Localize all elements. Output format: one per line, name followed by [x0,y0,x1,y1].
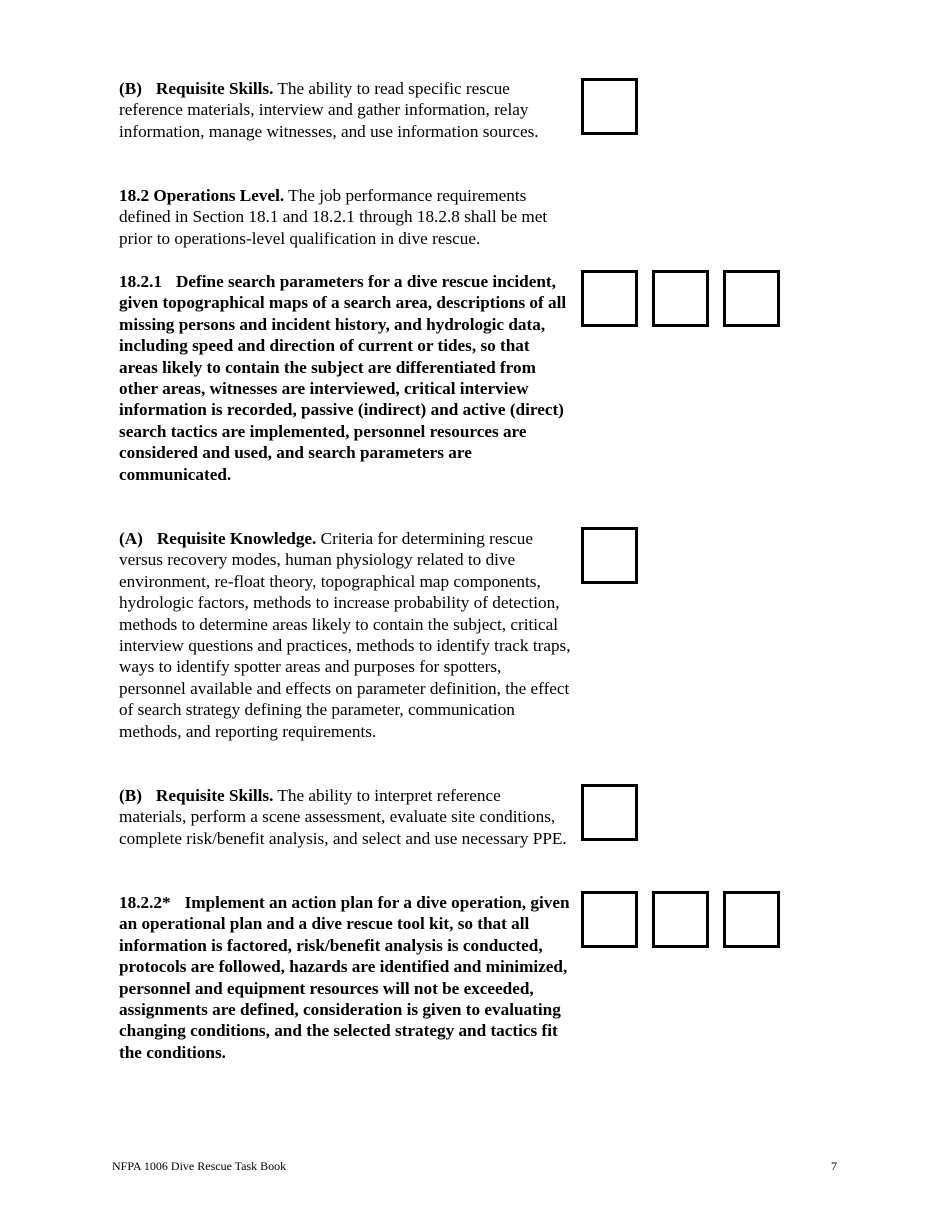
section-18-2-operations-level [119,185,571,249]
section-b-requisite-skills-1 [119,78,571,142]
section-title: Requisite Knowledge. [156,529,317,548]
section-number: (A) [119,529,143,548]
signoff-checkbox[interactable] [652,270,709,327]
section-b-requisite-skills-2 [119,785,571,849]
section-number: 18.2.1 [119,272,162,291]
section-number: (B) [119,79,142,98]
checkbox-group-b1 [581,78,652,135]
section-number: 18.2.2* [119,893,171,912]
section-number: 18.2 Operations Level. [119,186,285,205]
signoff-checkbox[interactable] [723,270,780,327]
footer-title: NFPA 1006 Dive Rescue Task Book [112,1159,287,1173]
checkbox-group-b2 [581,784,652,841]
signoff-checkbox[interactable] [581,784,638,841]
section-18-2-2 [119,892,571,1063]
section-text: The ability to interpret reference materials, perform a scene assessment, evaluate site conditions, complete risk/benefit analysis, and select and use necessary PPE. [119,786,567,848]
signoff-checkbox[interactable] [581,78,638,135]
section-title: Requisite Skills. [155,79,274,98]
section-text: The job performance requirements defined in Section 18.1 and 18.2.1 through 18.2.8 shall be met prior to operations-level qualification in dive rescue. [119,186,548,248]
checkbox-group-a1 [581,527,652,584]
section-18-2-1 [119,271,571,485]
checkbox-group-18-2-2 [581,891,794,948]
section-title: Requisite Skills. [155,786,274,805]
signoff-checkbox[interactable] [581,270,638,327]
signoff-checkbox[interactable] [652,891,709,948]
section-a-requisite-knowledge [119,528,571,742]
signoff-checkbox[interactable] [723,891,780,948]
page-number: 7 [831,1159,837,1173]
section-text: Define search parameters for a dive rescue incident, given topographical maps of a search area, descriptions of all missing persons and incident history, and hydrologic data, including speed and direction of current or tides, so that areas likely to contain the subject are differentiated from other areas, witnesses are interviewed, critical interview information is recorded, passive (indirect) and active (direct) search tactics are implemented, personnel resources are considered and used, and search parameters are communicated. [119,272,567,484]
signoff-checkbox[interactable] [581,891,638,948]
section-text: Implement an action plan for a dive operation, given an operational plan and a dive rescue tool kit, so that all information is factored, risk/benefit analysis is conducted, protocols are followed, hazards are identified and minimized, personnel and equipment resources will not be exceeded, assignments are defined, consideration is given to evaluating changing conditions, and the selected strategy and tactics fit the conditions. [119,893,570,1062]
section-text: The ability to read specific rescue reference materials, interview and gather information, relay information, manage witnesses, and use information sources. [119,79,539,141]
signoff-checkbox[interactable] [581,527,638,584]
section-number: (B) [119,786,142,805]
section-text: Criteria for determining rescue versus recovery modes, human physiology related to dive environment, re-float theory, topographical map components, hydrologic factors, methods to increase probability of detection, methods to determine areas likely to contain the subject, critical interview questions and practices, methods to identify track traps, ways to identify spotter areas and purposes for spotters, personnel available and effects on parameter definition, the effect of search strategy defining the parameter, communication methods, and reporting requirements. [119,529,571,741]
checkbox-group-18-2-1 [581,270,794,327]
